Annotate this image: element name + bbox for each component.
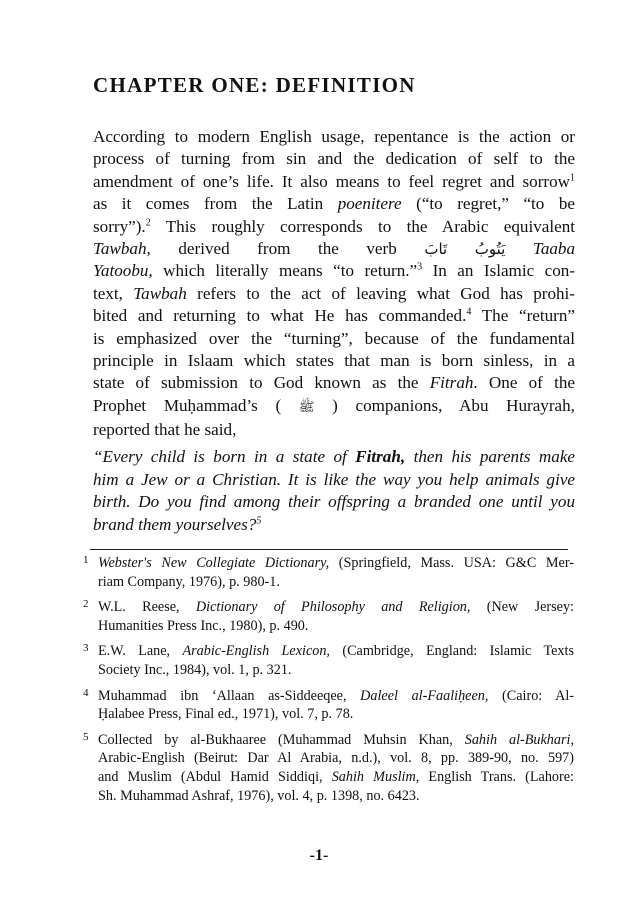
arabic-verb-present: يَتُوبُ — [474, 240, 506, 259]
body-text: sorry”). — [93, 216, 146, 236]
footnote-text: (New Jersey: — [470, 599, 574, 616]
footnote-line: Sh. Muhammad Ashraf, 1976), vol. 4, p. 1398, no. 6423. — [98, 787, 420, 804]
footnote-text: (Springfield, Mass. USA: G&C Mer- — [329, 555, 574, 571]
body-line — [93, 216, 575, 238]
footnotes — [80, 554, 574, 812]
footnote-text: W.L. Reese, — [98, 599, 196, 616]
footnote — [80, 598, 574, 635]
body-text: derived from the verb — [178, 239, 397, 259]
arabic-term-transliteration: Taaba — [532, 239, 576, 259]
body-text: . One of the — [473, 373, 575, 393]
body-line: is emphasized over the “turning”, because of the fundamental — [93, 328, 575, 348]
body-line — [93, 283, 575, 305]
arabic-term-transliteration: Tawbah, — [93, 239, 151, 259]
chapter-title: CHAPTER ONE: DEFINITION — [93, 73, 416, 97]
footnote-line — [98, 598, 574, 617]
footnote-line — [98, 642, 574, 661]
arabic-verb-past: تَابَ — [424, 240, 448, 259]
body-line: According to modern English usage, repentance is the action or — [93, 127, 575, 146]
footnote-number: 5 — [83, 730, 89, 743]
footnote-title: Daleel al-Faaliḥeen, — [360, 687, 489, 704]
footnote-number: 3 — [83, 642, 89, 655]
footnote-number: 4 — [83, 686, 89, 699]
footnote-text: and Muslim (Abdul Hamid Siddiqi, — [98, 768, 332, 785]
body-text: state of submission to God known as the — [93, 373, 430, 393]
footnote-title: Webster's New Collegiate Dictionary, — [98, 555, 330, 571]
footnote-title: Sahih al-Bukhari, — [464, 731, 574, 748]
body-text: In an Islamic con- — [422, 261, 576, 281]
arabic-term-transliteration: Yatoobu, — [93, 261, 153, 281]
footnote-title: Dictionary of Philosophy and Religion, — [195, 599, 471, 616]
body-line — [93, 238, 575, 260]
honorific-symbol: ﷺ — [298, 399, 315, 415]
footnote-text: (Cairo: Al- — [488, 687, 574, 704]
body-text: This roughly corresponds to the Arabic equivalent — [150, 216, 575, 236]
arabic-term-transliteration: Tawbah — [133, 283, 187, 303]
footnote-line — [98, 554, 574, 573]
footnote-divider — [90, 549, 568, 550]
footnote-text: Collected by al-Bukhaaree (Muhammad Muhsin Khan, — [98, 731, 465, 748]
body-text: bited and returning to what He has commanded. — [93, 306, 467, 326]
footnote-ref: 2 — [145, 216, 151, 228]
page-number: -1- — [309, 847, 329, 864]
quote-line — [93, 514, 575, 537]
footnote-ref: 4 — [466, 306, 472, 318]
body-line: process of turning from sin and the dedication of self to the — [93, 149, 575, 169]
footnote — [80, 554, 574, 591]
footnote — [80, 687, 574, 724]
quote-emphasis: Fitrah, — [355, 447, 406, 466]
latin-term: poenitere — [337, 194, 402, 214]
footnote-line — [98, 731, 574, 750]
quote-line — [93, 446, 575, 469]
body-line — [93, 395, 575, 419]
body-text: (“to regret,” “to be — [401, 194, 576, 214]
quote-text: brand them yourselves? — [93, 514, 257, 534]
body-text: Prophet Muḥammad’s ( — [93, 395, 282, 415]
body-line — [93, 171, 575, 193]
footnote-line: Arabic-English (Beirut: Dar Al Arabia, n.d.), vol. 8, pp. 389-90, no. 597) — [98, 750, 574, 767]
body-line — [93, 372, 575, 394]
quote-text: “Every child is born in a state of — [93, 447, 356, 466]
body-text: ) companions, Abu Hurayrah, — [332, 395, 575, 415]
body-line: reported that he said, — [93, 420, 237, 440]
footnote-number: 2 — [83, 598, 89, 611]
body-paragraph — [93, 126, 575, 442]
body-text: which literally means “to return.” — [152, 261, 418, 281]
body-text: The “return” — [471, 306, 575, 326]
body-text: text, — [93, 283, 134, 303]
footnote-ref: 3 — [417, 261, 423, 273]
footnote-text: English Trans. (Lahore: — [419, 768, 574, 785]
footnote-line: Society Inc., 1984), vol. 1, p. 321. — [98, 661, 292, 678]
footnote — [80, 731, 574, 805]
footnote-number: 1 — [83, 554, 89, 566]
quote-line: him a Jew or a Christian. It is like the way you help animals give — [93, 469, 575, 489]
body-line: principle in Islaam which states that man is born sinless, in a — [93, 351, 575, 371]
footnote — [80, 642, 574, 679]
quote-line: birth. Do you find among their offspring a branded one until you — [93, 492, 575, 512]
footnote-line — [98, 687, 574, 706]
footnote-line: Ḥalabee Press, Final ed., 1971), vol. 7, p. 78. — [98, 706, 354, 723]
hadith-quote — [93, 446, 575, 536]
footnote-text: Muhammad ibn ‘Allaan as-Siddeeqee, — [98, 687, 361, 704]
quote-text: then his parents make — [405, 447, 575, 466]
body-line — [93, 305, 575, 327]
footnote-line: riam Company, 1976), p. 980-1. — [98, 573, 280, 590]
footnote-text: E.W. Lane, — [98, 643, 183, 660]
body-line — [93, 260, 575, 282]
footnote-ref: 5 — [256, 515, 262, 527]
footnote-title: Sahih Muslim, — [331, 768, 420, 785]
body-text: refers to the act of leaving what God has prohi- — [186, 283, 575, 303]
body-text: as it comes from the Latin — [93, 194, 338, 214]
body-text: amendment of one’s life. It also means to feel regret and sorrow — [93, 171, 570, 191]
footnote-line — [98, 768, 574, 787]
body-line — [93, 193, 575, 215]
arabic-term-transliteration: Fitrah — [429, 373, 474, 393]
footnote-line: Humanities Press Inc., 1980), p. 490. — [98, 617, 309, 634]
footnote-ref: 1 — [570, 172, 575, 184]
footnote-title: Arabic-English Lexicon, — [182, 643, 330, 660]
footnote-text: (Cambridge, England: Islamic Texts — [329, 643, 574, 660]
